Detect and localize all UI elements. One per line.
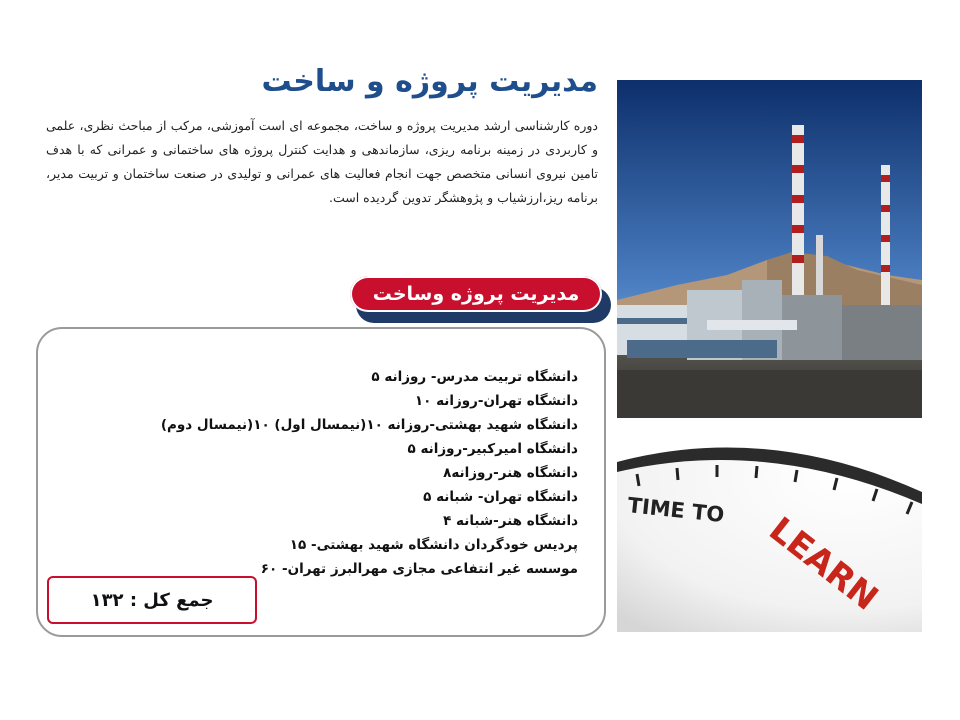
- list-item: دانشگاه تربیت مدرس- روزانه ۵: [371, 369, 578, 385]
- list-item: دانشگاه تهران-روزانه ۱۰: [414, 393, 578, 409]
- list-item: دانشگاه شهید بهشتی-روزانه ۱۰(نیمسال اول) ۱۰(نیمسال دوم): [160, 417, 578, 433]
- intro-paragraph: دوره کارشناسی ارشد مدیریت پروژه و ساخت، مجموعه ای است آموزشی، مرکب از مباحث نظری، علمی و کاربردی در زمینه برنامه ریزی، سازماندهی و هدایت کنترل پروژه های ساختمانی و عمرانی که با هدف تامین نیروی انسانی متخصص جهت انجام فعالیت های عمرانی و تولیدی در صنعت ساختمان و تربیت مدیر، برنامه ریز،ارزشیاب و پژوهشگر تدوین گردیده است.: [46, 118, 598, 205]
- list-item: دانشگاه تهران- شبانه ۵: [423, 489, 578, 505]
- list-item: پردیس خودگردان دانشگاه شهید بهشتی- ۱۵: [289, 537, 578, 553]
- section-banner: مدیریت پروژه وساخت: [350, 276, 602, 312]
- page-title: مدیریت پروژه و ساخت: [261, 64, 598, 99]
- clock-text-learn: LEARN: [761, 509, 886, 619]
- list-item: موسسه غیر انتفاعی مجازی مهرالبرز تهران- ۶۰: [260, 561, 578, 577]
- time-to-learn-photo: [617, 432, 922, 632]
- clock-text-time-to: TIME TO: [626, 493, 726, 528]
- list-item: دانشگاه هنر-روزانه۸: [443, 465, 578, 481]
- universities-list: [161, 365, 578, 581]
- industrial-plant-photo: [617, 80, 922, 418]
- total-badge: جمع کل : ۱۳۲: [47, 576, 257, 624]
- list-item: دانشگاه امیرکبیر-روزانه ۵: [407, 441, 578, 457]
- list-item: دانشگاه هنر-شبانه ۴: [443, 513, 578, 529]
